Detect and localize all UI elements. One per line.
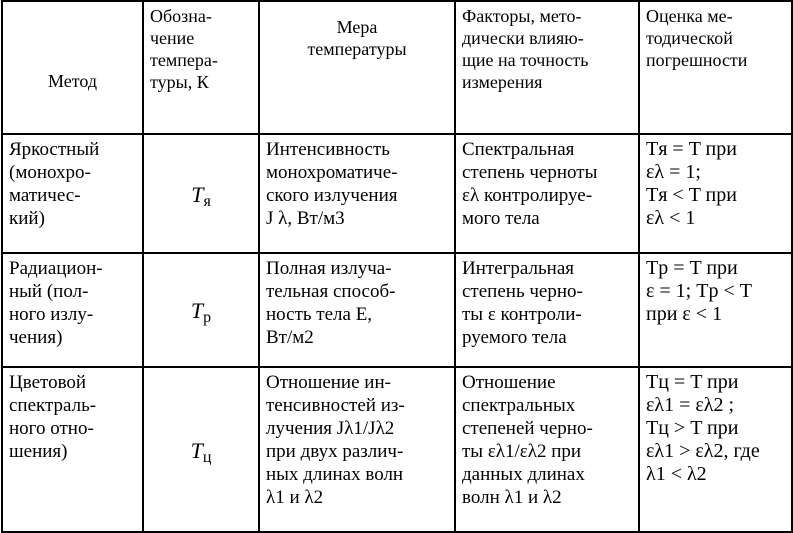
cell-error: Tя = T при ελ = 1; Tя < T при ελ < 1 [639, 134, 792, 253]
cell-symbol: $T_р$ [143, 253, 259, 367]
table-row [2, 134, 792, 253]
cell-measure: Отношение ин- тенсивностей из- лучения Jλ1/Jλ2 при двух различ- ных длинах волн λ1 и λ2 [259, 367, 455, 532]
header-designation: Обозна- чение темпера- туры, К [143, 1, 259, 134]
header-method: Метод [2, 1, 143, 134]
cell-method: Яркостный (монохро- матичес- кий) [2, 134, 143, 253]
cell-factors: Интегральная степень черно- ты ε контроли- руемого тела [455, 253, 639, 367]
header-error: Оценка ме- тодической погрешности [639, 1, 792, 134]
cell-error: Tр = T при ε = 1; Tр < T при ε < 1 [639, 253, 792, 367]
cell-measure: Полная излуча- тельная способ- ность тела E, Вт/м2 [259, 253, 455, 367]
cell-method: Цветовой спектраль- ного отно- шения) [2, 367, 143, 532]
cell-error: Tц = T при ελ1 = ελ2 ; Tц > T при ελ1 > ελ2, где λ1 < λ2 [639, 367, 792, 532]
table-row [2, 253, 792, 367]
header-row [2, 1, 792, 134]
cell-symbol: $T_ц$ [143, 367, 259, 532]
cell-factors: Отношение спектральных степеней черно- ты ελ1/ελ2 при данных длинах волн λ1 и λ2 [455, 367, 639, 532]
cell-symbol: $T_я$ [143, 134, 259, 253]
cell-measure: Интенсивность монохроматиче- ского излучения J λ, Вт/м3 [259, 134, 455, 253]
table-row [2, 367, 792, 532]
cell-factors: Спектральная степень черноты ελ контролируе- мого тела [455, 134, 639, 253]
temperature-methods-table [1, 0, 793, 533]
header-measure: Мера температуры [259, 1, 455, 134]
header-factors: Факторы, мето- дически влияю- щие на точность измерения [455, 1, 639, 134]
cell-method: Радиацион- ный (пол- ного излу- чения) [2, 253, 143, 367]
